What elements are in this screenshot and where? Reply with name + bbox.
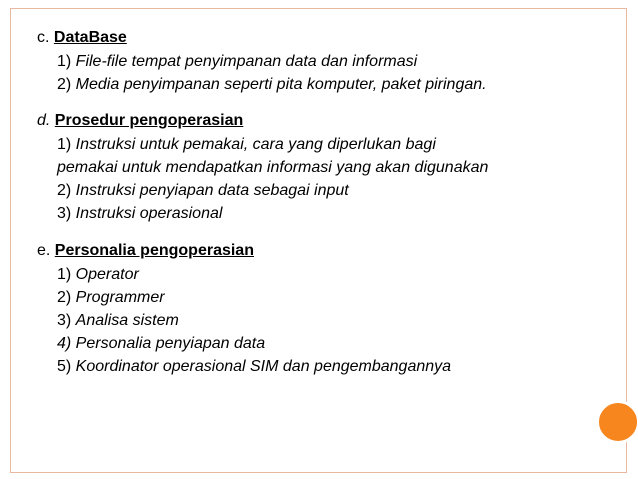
list-item [37, 133, 597, 156]
item-number: 2) [57, 76, 76, 93]
section-heading [37, 109, 597, 133]
list-item [37, 73, 597, 96]
item-text: Instruksi untuk pemakai, cara yang diperlukan bagi [75, 136, 436, 153]
section-heading [37, 239, 597, 263]
item-number: 2) [57, 182, 76, 199]
list-item-continuation [37, 156, 597, 179]
item-list [37, 133, 597, 225]
list-item [37, 202, 597, 225]
section-prosedur [37, 109, 597, 225]
item-number: 3) [57, 205, 76, 222]
item-number: 2) [57, 289, 76, 306]
list-item [37, 286, 597, 309]
section-letter: c. [37, 29, 54, 46]
item-text: Personalia penyiapan data [75, 335, 266, 352]
item-number: 1) [57, 266, 76, 283]
item-text: Media penyimpanan seperti pita komputer, paket piringan. [75, 76, 487, 93]
section-letter: d. [37, 112, 55, 129]
list-item [37, 309, 597, 332]
item-text: Instruksi operasional [75, 205, 223, 222]
item-text: Koordinator operasional SIM dan pengembangannya [75, 358, 452, 375]
item-list [37, 50, 597, 96]
item-text: Instruksi penyiapan data sebagai input [75, 182, 349, 199]
section-personalia [37, 239, 597, 378]
list-item [37, 179, 597, 202]
list-item [37, 263, 597, 286]
item-text: Analisa sistem [75, 312, 179, 329]
section-title: Prosedur pengoperasian [54, 112, 244, 129]
item-text: Programmer [75, 289, 165, 306]
item-text-continuation: pemakai untuk mendapatkan informasi yang akan digunakan [57, 159, 489, 176]
section-title: Personalia pengoperasian [54, 242, 254, 259]
section-title: DataBase [53, 29, 127, 46]
list-item [37, 332, 597, 355]
item-text: Operator [75, 266, 139, 283]
slide-content [37, 26, 597, 378]
item-list [37, 263, 597, 378]
orange-circle-decoration [596, 400, 638, 444]
section-database [37, 26, 597, 96]
item-number: 1) [57, 53, 76, 70]
section-letter: e. [37, 242, 55, 259]
item-number: 3) [57, 312, 76, 329]
item-text: File-file tempat penyimpanan data dan informasi [75, 53, 418, 70]
list-item [37, 50, 597, 73]
list-item [37, 355, 597, 378]
item-number: 4) [57, 335, 76, 352]
item-number: 1) [57, 136, 76, 153]
item-number: 5) [57, 358, 76, 375]
section-heading [37, 26, 597, 50]
